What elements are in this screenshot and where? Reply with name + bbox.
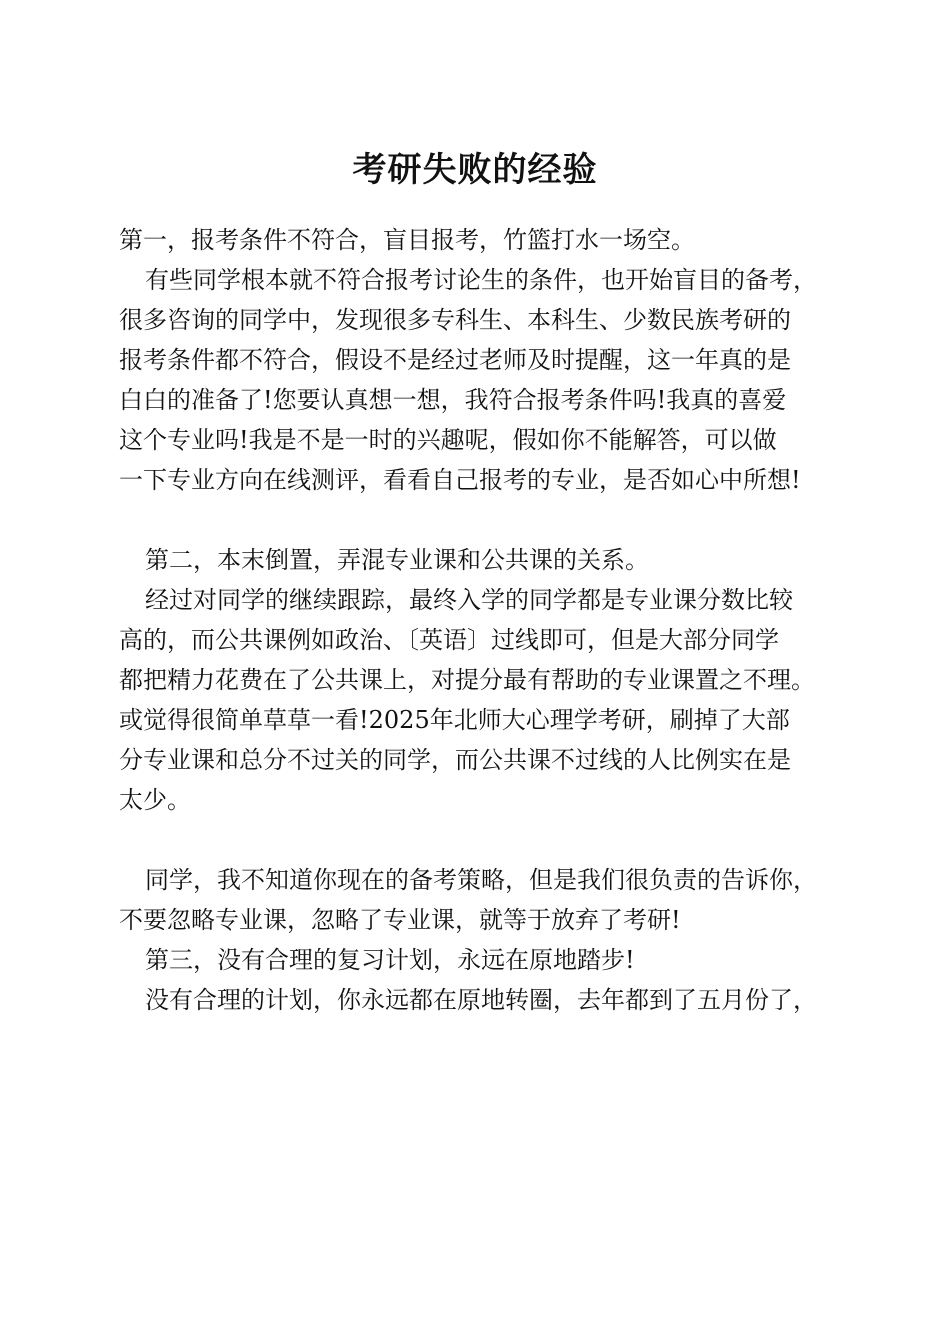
paragraph-line: 同学，我不知道你现在的备考策略，但是我们很负责的告诉你，	[145, 866, 817, 894]
paragraph-line: 这个专业吗!我是不是一时的兴趣呢，假如你不能解答，可以做	[119, 426, 777, 454]
paragraph-line: 第一，报考条件不符合，盲目报考，竹篮打水一场空。	[119, 226, 695, 254]
paragraph-line: 或觉得很简单草草一看!2025年北师大心理学考研，刷掉了大部	[119, 706, 790, 734]
paragraph-line: 报考条件都不符合，假设不是经过老师及时提醒，这一年真的是	[119, 346, 791, 374]
paragraph-gap	[119, 500, 839, 540]
document-body	[119, 220, 839, 1020]
paragraph-line: 有些同学根本就不符合报考讨论生的条件，也开始盲目的备考，	[145, 266, 817, 294]
paragraph-line: 白白的准备了!您要认真想一想，我符合报考条件吗!我真的喜爱	[119, 386, 787, 414]
page-title: 考研失败的经验	[352, 150, 598, 190]
paragraph-line: 经过对同学的继续跟踪，最终入学的同学都是专业课分数比较	[145, 586, 793, 614]
paragraph-line: 不要忽略专业课，忽略了专业课，就等于放弃了考研!	[119, 906, 681, 934]
paragraph-line: 分专业课和总分不过关的同学，而公共课不过线的人比例实在是	[119, 746, 791, 774]
paragraph-line: 高的，而公共课例如政治、〔英语〕过线即可，但是大部分同学	[119, 626, 779, 654]
paragraph-line: 都把精力花费在了公共课上，对提分最有帮助的专业课置之不理。	[119, 666, 815, 694]
paragraph-line: 没有合理的计划，你永远都在原地转圈，去年都到了五月份了，	[145, 986, 817, 1014]
paragraph-line: 第二，本末倒置，弄混专业课和公共课的关系。	[145, 546, 649, 574]
paragraph-line: 太少。	[119, 786, 191, 814]
paragraph-line: 很多咨询的同学中，发现很多专科生、本科生、少数民族考研的	[119, 306, 791, 334]
paragraph-gap	[119, 820, 839, 860]
paragraph-line: 第三，没有合理的复习计划，永远在原地踏步!	[145, 946, 635, 974]
paragraph-line: 一下专业方向在线测评，看看自己报考的专业，是否如心中所想!	[119, 466, 801, 494]
